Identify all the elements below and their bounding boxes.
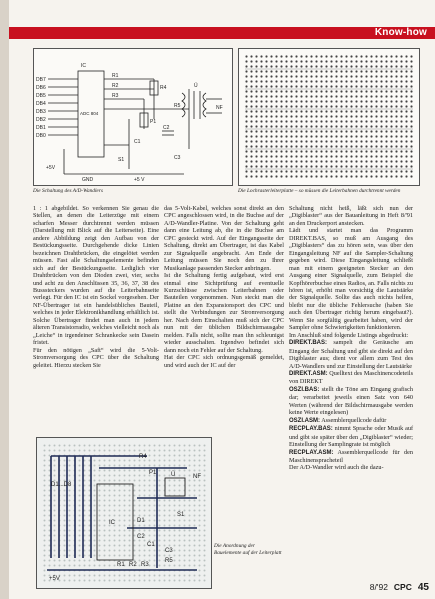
listing-item: DIREKT.ASM: Quelltext des Maschinencodeteils von DIREKT (289, 369, 413, 386)
pin-db0-label: DB0 (36, 133, 46, 139)
perfboard-caption: Die Lochrasterleiterplatte – so müssen die Leiterbahnen durchtrennt werden (238, 188, 401, 194)
page-footer (370, 582, 429, 593)
c1-layout-label: C1 (147, 542, 155, 548)
column3-paragraph-3: Im Anschluß sind folgende Listings abgedruckt: (289, 331, 409, 339)
chip-label: ADC 804 (80, 111, 99, 116)
column1-paragraph-1: 1 : 1 abgebildet. So verkennen Sie genau die Stellen, an denen die Leiterzüge mit einem scharfen Messer durchtrennt werden müssen (Darstellung mit Blick auf die Leiterseite). Eine andere Abbildung zeigt den Aufbau von der Bestückungsseite. Durchgehende dicke Linien bezeichnen Drahtbrücken, die eingelötet werden müssen. Fast alle Schaltungselemente befinden sich auf der Bestückungsseite. Lediglich vier Drahtbrücken von den Dioden zwei, vier, sechs und acht zu den Anschlüssen 35, 36, 37, 38 des Busssteckers wurden auf die Leiterbahnseite verlegt. Für den IC ist ein Sockel vorgesehen. Der NF-Übertrager ist ein handelsübliches Bauteil, welches in jeder Elektronikhandlung erhältlich ist. Solche Übertrager findet man auch in jedem älteren Transistorradio, welches vielleicht noch als „Leiche“ in irgendeiner Schrankecke sein Dasein fristet. (33, 205, 159, 347)
plus5v-b-label: +5 V (134, 177, 145, 183)
diodes-label: D1...D8 (51, 482, 72, 488)
perfboard-figure (238, 48, 420, 186)
listing-item: Der A/D-Wandler wird auch die dazu- (289, 464, 384, 472)
pin-db4-label: DB4 (36, 101, 46, 107)
r1-label: R1 (112, 73, 119, 79)
r1-layout-label: R1 (117, 562, 125, 568)
schematic-figure (33, 48, 233, 186)
transformer-label: Ü (194, 83, 198, 89)
plus5v-label: +5V (46, 165, 56, 171)
issue-label: 8/'92 (369, 582, 388, 592)
c1-label: C1 (134, 139, 141, 145)
magazine-brand: CPC (393, 582, 412, 592)
c2-label: C2 (163, 125, 170, 131)
r2-label: R2 (112, 83, 119, 89)
perfboard-grid (239, 49, 419, 185)
plus5v-layout-label: +5V (49, 576, 60, 582)
listing-item: RECPLAY.BAS: nimmt Sprache oder Musik auf und gibt sie später über den „Digiblaster“ wieder; Einstellung der Samplingrate ist möglich (289, 425, 413, 449)
column2-paragraph-1: das 5-Volt-Kabel, welches sonst direkt an den CPC angeschlossen wird, in die Buchse auf der A/D-Wandler-Platine. Von der Schaltung geht dann eine Leitung ab, die in die Buchse am CPC gesteckt wird. Auf der Eingangsseite der Schaltung, direkt am Übertrager, ist das Kabel zur Signalquelle angebracht. Am Ende der Leitung müssen Sie noch den zu Ihrer Musikanlage passenden Stecker anbringen. (164, 205, 284, 272)
ic-layout-label: IC (109, 520, 115, 526)
column2-paragraph-3: Hat der CPC sich ordnungsgemäß gemeldet, und wird auch der IC auf der (164, 354, 284, 369)
r2-layout-label: R2 (129, 562, 137, 568)
column3-paragraph-1: Schaltung nicht heiß, läßt sich nun der „Digiblaster“ aus der Bauanleitung in Heft 8/'91 an den Druckerport anstecken. (289, 205, 413, 227)
header-bar (9, 27, 435, 39)
pin-db1-label: DB1 (36, 125, 46, 131)
pin-db7-label: DB7 (36, 77, 46, 83)
r4-label: R4 (160, 85, 167, 91)
text-column-3 (289, 205, 413, 473)
text-column-2 (164, 205, 284, 369)
c3-label: C3 (174, 155, 181, 161)
section-label: Know-how (374, 27, 427, 38)
schematic-diagram (34, 49, 232, 185)
listing-item: OSZI.ASM: Assemblerquellcode dafür (289, 416, 387, 424)
pin-db6-label: DB6 (36, 85, 46, 91)
c3-layout-label: C3 (165, 548, 173, 554)
p1-layout-label: P1 (149, 470, 157, 476)
nf-label: NF (216, 105, 223, 111)
r3-layout-label: R3 (141, 562, 149, 568)
page-number: 45 (417, 582, 429, 593)
transformer-layout-label: Ü (171, 472, 176, 478)
nf-layout-label: NF (193, 474, 201, 480)
d1-layout-label: D1 (137, 518, 145, 524)
listing-item: RECPLAY.ASM: Assemblerquellcode für den Maschinenspracheteil (289, 448, 413, 464)
gnd-label: GND (82, 177, 94, 183)
p1-label: P1 (150, 119, 157, 125)
component-layout-diagram (37, 438, 211, 588)
ic-label: IC (81, 63, 86, 69)
c2-layout-label: C2 (137, 534, 145, 540)
r4-layout-label: R4 (139, 454, 147, 460)
pin-db5-label: DB5 (36, 93, 46, 99)
component-layout-figure (36, 437, 212, 589)
text-column-1 (33, 205, 159, 369)
component-layout-caption: Die Anordnung der Bauelemente auf der Leiterplatt (214, 543, 282, 556)
listing-item: DIREKT.BAS: sampelt die Geräusche am Eingang der Schaltung und gibt sie direkt auf den Digiblaster aus; dient vor allem zum Test des A/D-Wandlers und zur Einstellung der Lautstärke (289, 339, 413, 370)
schematic-caption: Die Schaltung des A/D-Wandlers (33, 188, 103, 194)
column1-paragraph-2: Für den nötigen „Saft“ wird die 5-Volt-Stromversorgung des CPC über die Schaltung geleitet. Hierzu stecken Sie (33, 346, 159, 369)
column3-paragraph-2: Lädt und startet man das Programm DIREKT.BAS, so muß am Ausgang des „Digiblasters“ das zu hören sein, was über den Eingangsleitung NF auf die Sampler-Schaltung gegeben wird. Diese Eingangsleitung schließt man mit einem geeigneten Stecker an den Ausgang einer Signalquelle, zum Beispiel die Kopfhörerbuchse eines Radios, an. Falls nichts zu hören ist, erhöht man vorsichtig die Lautstärke der Signalquelle. Sollte das auch nichts helfen, bleibt nur die übliche Fehlersuche (haben Sie auch den Übertrager richtig herum eingebaut?). Wenn Sie sorgfältig gearbeitet haben, wird der Sampler ohne Schwierigkeiten funktionieren. (289, 227, 413, 332)
s1-layout-label: S1 (177, 512, 185, 518)
r5-layout-label: R5 (165, 558, 173, 564)
pin-db2-label: DB2 (36, 117, 46, 123)
pin-db3-label: DB3 (36, 109, 46, 115)
column2-paragraph-2: Ist die Schaltung fertig aufgebaut, wird erst einmal eine Sichtprüfung auf eventuelle Kurzschlüsse zwischen Leiterbahnen oder Bauteilen vorgenommen. Nun steckt man die Platine an den Expansionsport des CPC und stellt die Verbindungen zur Stromversorgung her. Nach dem Einschalten muß sich der CPC nun mit der üblichen Bildschirmausgabe melden. Falls nicht, sollte man ihn schleunigst wieder ausschalten. Irgendwo befindet sich dann noch ein Fehler auf der Schaltung. (164, 272, 284, 354)
listing-item: OSZI.BAS: stellt die Töne am Eingang grafisch dar; verarbeitet jeweils einen Satz von 640 Werten (während der Bildschirmausgabe werden keine Werte eingelesen) (289, 385, 413, 417)
binding-strip (0, 0, 9, 599)
s1-label: S1 (118, 157, 125, 163)
r3-label: R3 (112, 93, 119, 99)
r5-label: R5 (174, 103, 181, 109)
